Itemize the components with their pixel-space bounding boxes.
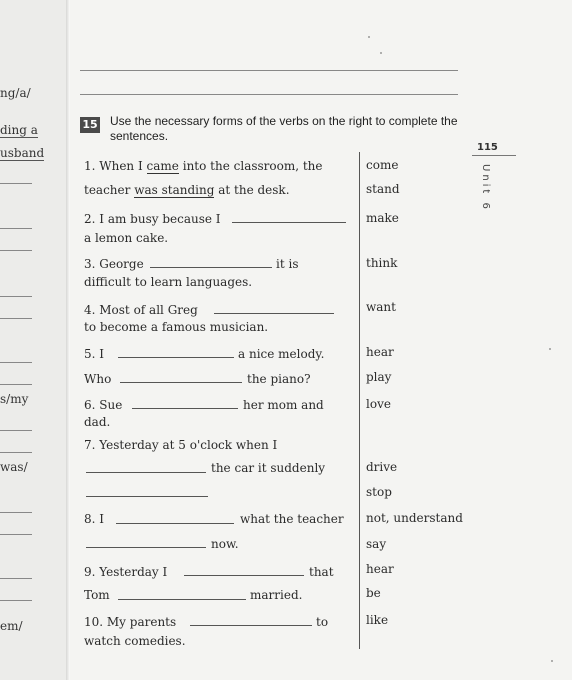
sentence-9-line-1-end: that bbox=[309, 565, 334, 579]
answer-blank bbox=[116, 523, 234, 524]
verb-not-understand: not, understand bbox=[366, 511, 463, 525]
answer-blank bbox=[118, 599, 246, 600]
answer-blank bbox=[86, 547, 206, 548]
answer-blank bbox=[86, 496, 208, 497]
verb-hear-2: hear bbox=[366, 562, 394, 576]
sentence-3-line-1-end: it is bbox=[276, 257, 299, 271]
sentence-9-line-2: Tom bbox=[84, 588, 110, 602]
left-rule bbox=[0, 250, 32, 251]
page-number-rule bbox=[472, 155, 516, 156]
sentence-9-line-1: 9. Yesterday I bbox=[84, 565, 168, 579]
answer-blank bbox=[190, 625, 312, 626]
sentence-8-line-1-end: what the teacher bbox=[240, 512, 344, 526]
left-fragment: ding a bbox=[0, 123, 38, 137]
sentence-4-line-1: 4. Most of all Greg bbox=[84, 303, 198, 317]
answer-blank bbox=[86, 472, 206, 473]
left-rule bbox=[0, 600, 32, 601]
sentence-5-line-2: Who bbox=[84, 372, 112, 386]
sentence-6-line-2: dad. bbox=[84, 415, 111, 429]
sentence-9-line-2-end: married. bbox=[250, 588, 303, 602]
verb-want: want bbox=[366, 300, 396, 314]
left-rule bbox=[0, 362, 32, 363]
left-rule bbox=[0, 318, 32, 319]
verb-stop: stop bbox=[366, 485, 392, 499]
sentence-6-line-1-end: her mom and bbox=[243, 398, 324, 412]
sentence-8-line-1: 8. I bbox=[84, 512, 105, 526]
scan-speck bbox=[551, 660, 553, 662]
verb-come: come bbox=[366, 158, 399, 172]
answer-blank bbox=[132, 408, 238, 409]
verb-hear: hear bbox=[366, 345, 394, 359]
verb-stand: stand bbox=[366, 182, 400, 196]
verb-say: say bbox=[366, 537, 387, 551]
book-gutter bbox=[66, 0, 70, 680]
sentence-8-line-2: now. bbox=[211, 537, 239, 551]
sentence-7-line-1: 7. Yesterday at 5 o'clock when I bbox=[84, 438, 278, 452]
sentence-5-line-1-end: a nice melody. bbox=[238, 347, 325, 361]
answer-blank bbox=[232, 222, 346, 223]
left-rule bbox=[0, 296, 32, 297]
verb-like: like bbox=[366, 613, 389, 627]
sentence-1-line-2: teacher was standing at the desk. bbox=[84, 183, 290, 197]
sentence-10-line-2: watch comedies. bbox=[84, 634, 186, 648]
sentence-3-line-1: 3. George bbox=[84, 257, 144, 271]
sentence-6-line-1: 6. Sue bbox=[84, 398, 123, 412]
sentence-2-line-2: a lemon cake. bbox=[84, 231, 169, 245]
scan-speck bbox=[368, 36, 370, 38]
sentence-5-line-1: 5. I bbox=[84, 347, 105, 361]
sentence-7-line-2: the car it suddenly bbox=[211, 461, 326, 475]
page-number: 115 bbox=[477, 142, 498, 153]
left-rule bbox=[0, 430, 32, 431]
sentence-2-line-1: 2. I am busy because I bbox=[84, 212, 221, 226]
left-fragment: ng/a/ bbox=[0, 86, 31, 100]
left-fragment: s/my bbox=[0, 392, 29, 406]
answer-was-standing: was standing bbox=[134, 183, 215, 197]
left-fragment: was/ bbox=[0, 460, 28, 474]
verb-love: love bbox=[366, 397, 391, 411]
left-fragment: usband bbox=[0, 146, 45, 160]
left-rule bbox=[0, 183, 32, 184]
answer-blank bbox=[184, 575, 304, 576]
verb-play: play bbox=[366, 370, 392, 384]
left-rule bbox=[0, 578, 32, 579]
sentence-10-line-1: 10. My parents bbox=[84, 615, 177, 629]
unit-label: Unit 6 bbox=[480, 164, 491, 212]
exercise-instruction: Use the necessary forms of the verbs on the right to complete the sentences. bbox=[110, 114, 458, 143]
top-writing-line bbox=[80, 94, 458, 95]
left-fragment: em/ bbox=[0, 619, 23, 633]
left-rule bbox=[0, 452, 32, 453]
sentence-5-line-2-end: the piano? bbox=[247, 372, 311, 386]
sentence-10-line-1-end: to bbox=[316, 615, 329, 629]
answer-blank bbox=[150, 267, 272, 268]
sentence-1-line-1: 1. When I came into the classroom, the bbox=[84, 159, 323, 173]
scan-speck bbox=[380, 52, 382, 54]
sentence-3-line-2: difficult to learn languages. bbox=[84, 275, 253, 289]
verb-make: make bbox=[366, 211, 399, 225]
answer-came: came bbox=[146, 159, 179, 173]
scan-speck bbox=[549, 348, 551, 350]
top-writing-line bbox=[80, 70, 458, 71]
left-rule bbox=[0, 534, 32, 535]
verb-drive: drive bbox=[366, 460, 398, 474]
column-divider bbox=[359, 152, 360, 649]
exercise-number: 15 bbox=[80, 117, 100, 133]
verb-be: be bbox=[366, 586, 381, 600]
sentence-4-line-2: to become a famous musician. bbox=[84, 320, 269, 334]
left-rule bbox=[0, 384, 32, 385]
answer-blank bbox=[214, 313, 334, 314]
answer-blank bbox=[118, 357, 234, 358]
left-rule bbox=[0, 228, 32, 229]
verb-think: think bbox=[366, 256, 398, 270]
answer-blank bbox=[120, 382, 242, 383]
left-rule bbox=[0, 512, 32, 513]
